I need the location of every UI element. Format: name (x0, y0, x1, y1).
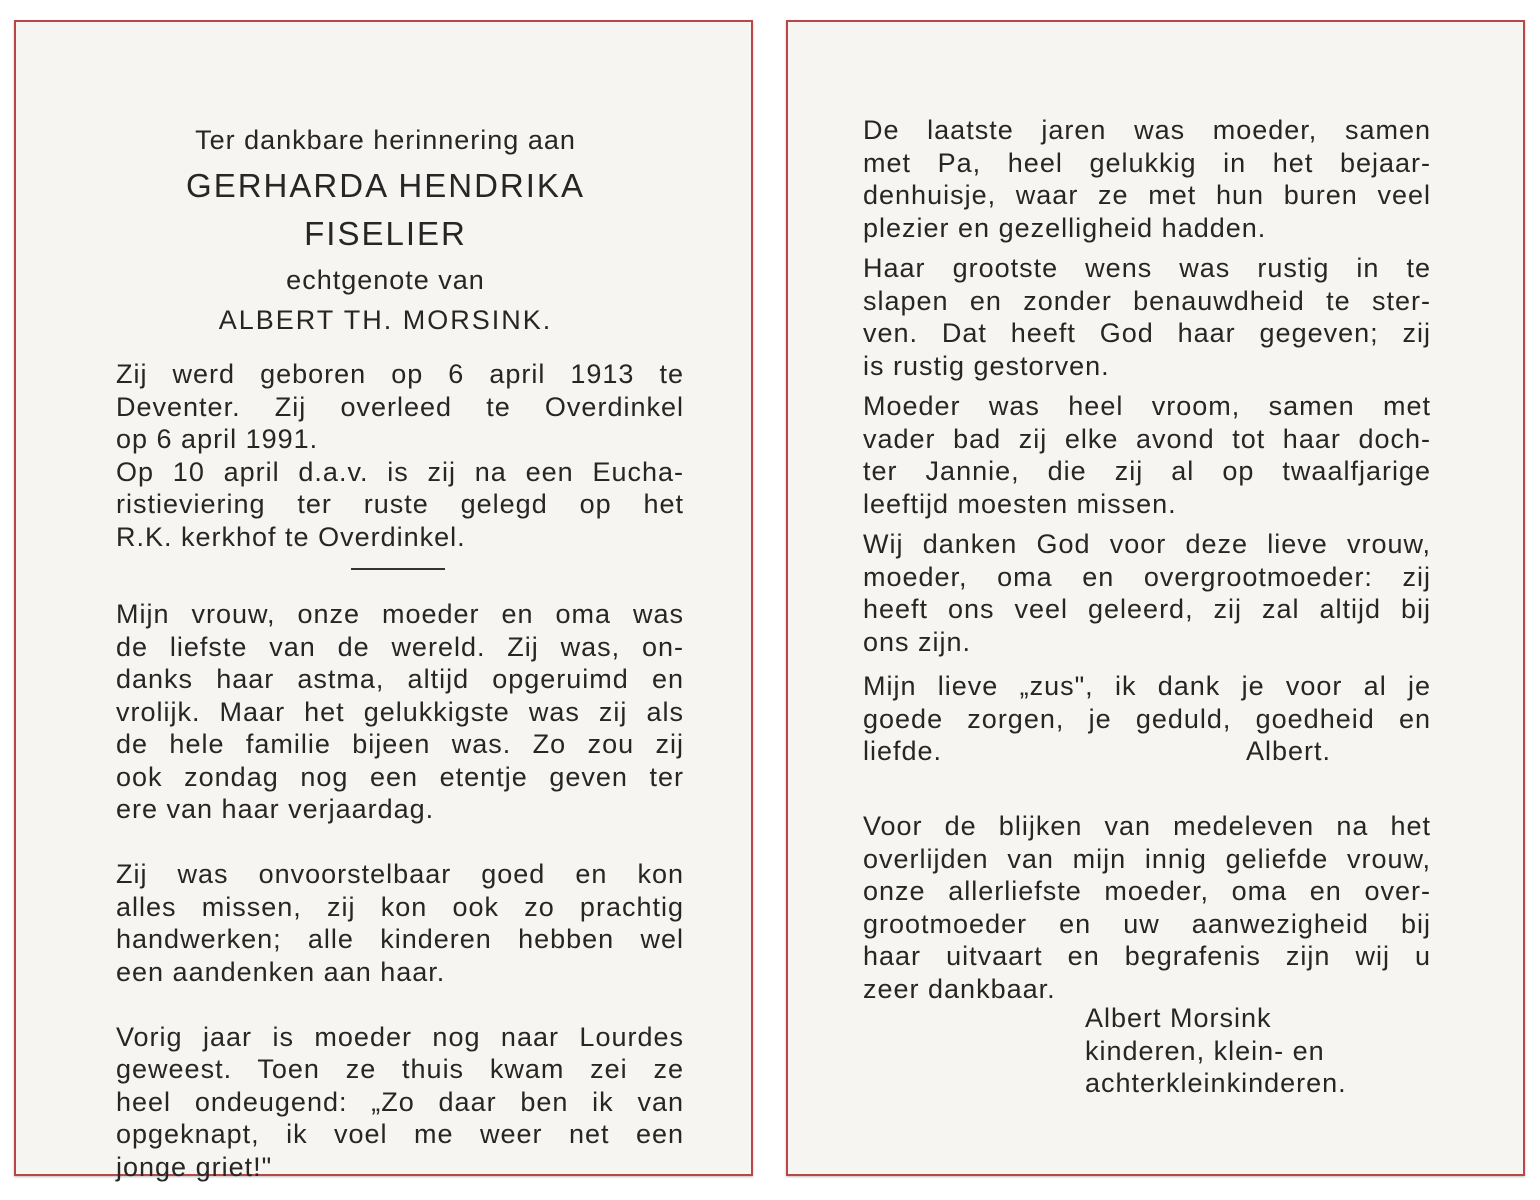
memory-line: ons zijn. (863, 626, 972, 657)
tribute-line: jonge griet!" (116, 1151, 273, 1182)
thanks-line: grootmoeder en uw aanwezigheid bij (863, 908, 1431, 939)
bio-line: R.K. kerkhof te Overdinkel. (116, 521, 466, 552)
biography (116, 358, 684, 553)
tribute-line: Vorig jaar is moeder nog naar Lourdes (116, 1021, 684, 1052)
tribute-line: Mijn vrouw, onze moeder en oma was (116, 599, 684, 629)
memory-line: slapen en zonder benauwdheid te ster- (863, 285, 1431, 316)
tribute-line: heel ondeugend: „Zo daar ben ik van (116, 1086, 684, 1117)
memory-line: Moeder was heel vroom, samen met (863, 391, 1431, 421)
memory-line: ven. Dat heeft God haar gegeven; zij (863, 318, 1431, 348)
thanks-text (863, 810, 1431, 1005)
thanks-line: zeer dankbaar. (863, 973, 1056, 1004)
husband-name: ALBERT TH. MORSINK. (218, 305, 553, 335)
tribute-line: een aandenken aan haar. (116, 956, 446, 987)
memory-line: is rustig gestorven. (863, 350, 1110, 381)
thanks-line: overlijden van mijn innig geliefde vrouw, (863, 843, 1431, 874)
signature-line: Albert Morsink (1085, 1003, 1272, 1033)
spouse-intro: echtgenote van (286, 265, 485, 295)
tribute-line: geweest. Toen ze thuis kwam zei ze (116, 1054, 684, 1084)
thanks-line: Voor de blijken van medeleven na het (863, 811, 1431, 841)
separator-line (351, 568, 445, 570)
tribute-line: ere van haar verjaardag. (116, 794, 435, 824)
tribute-line: alles missen, zij kon ook zo prachtig (116, 891, 684, 922)
deceased-name-line2: FISELIER (304, 215, 467, 252)
deceased-name-line1: GERHARDA HENDRIKA (186, 167, 585, 204)
bio-line: op 6 april 1991. (116, 424, 319, 454)
memories-text (863, 114, 1431, 768)
bio-line: Op 10 april d.a.v. is zij na een Eucha- (116, 456, 684, 487)
bio-line: Zij werd geboren op 6 april 1913 te (116, 359, 684, 389)
bio-line: Deventer. Zij overleed te Overdinkel (116, 391, 684, 422)
memory-line: met Pa, heel gelukkig in het bejaar- (863, 147, 1431, 178)
memory-line: heeft ons veel geleerd, zij zal altijd bij (863, 594, 1431, 624)
thanks-line: haar uitvaart en begrafenis zijn wij u (863, 941, 1431, 971)
tribute-text (116, 598, 684, 1183)
signature-line: kinderen, klein- en (1085, 1035, 1325, 1066)
tribute-line: ook zondag nog een etentje geven ter (116, 761, 684, 792)
memory-line: liefde. (863, 736, 943, 766)
tribute-line: vrolijk. Maar het gelukkigste was zij als (116, 696, 684, 727)
memory-line: denhuisje, waar ze met hun buren veel (863, 180, 1431, 210)
bio-line: ristieviering ter ruste gelegd op het (116, 489, 684, 519)
tribute-line: opgeknapt, ik voel me weer net een (116, 1119, 684, 1149)
remembrance-intro: Ter dankbare herinnering aan (195, 125, 576, 155)
family-signature (1085, 1002, 1347, 1100)
thanks-line: onze allerliefste moeder, oma en over- (863, 876, 1431, 906)
memory-line: plezier en gezelligheid hadden. (863, 212, 1267, 243)
memory-line: leeftijd moesten missen. (863, 488, 1177, 519)
personal-signature-row (863, 735, 1431, 768)
tribute-line: de liefste van de wereld. Zij was, on- (116, 631, 684, 662)
memory-line: moeder, oma en overgrootmoeder: zij (863, 561, 1431, 592)
tribute-line: de hele familie bijeen was. Zo zou zij (116, 729, 684, 759)
card-right-page (786, 20, 1525, 1176)
memory-line: vader bad zij elke avond tot haar doch- (863, 423, 1431, 454)
memory-line: De laatste jaren was moeder, samen (863, 115, 1431, 145)
card-left-page (14, 20, 753, 1182)
memory-line: ter Jannie, die zij al op twaalfjarige (863, 456, 1431, 486)
tribute-line: Zij was onvoorstelbaar goed en kon (116, 859, 684, 889)
tribute-line: handwerken; alle kinderen hebben wel (116, 924, 684, 954)
memorial-header (16, 122, 755, 342)
memory-line: Wij danken God voor deze lieve vrouw, (863, 529, 1431, 559)
memory-line: Mijn lieve „zus", ik dank je voor al je (863, 671, 1431, 701)
memory-line: Haar grootste wens was rustig in te (863, 253, 1431, 283)
tribute-line: danks haar astma, altijd opgeruimd en (116, 664, 684, 694)
memory-line: goede zorgen, je geduld, goedheid en (863, 703, 1431, 734)
personal-signature: Albert. (1245, 736, 1331, 766)
signature-line: achterkleinkinderen. (1085, 1068, 1347, 1098)
